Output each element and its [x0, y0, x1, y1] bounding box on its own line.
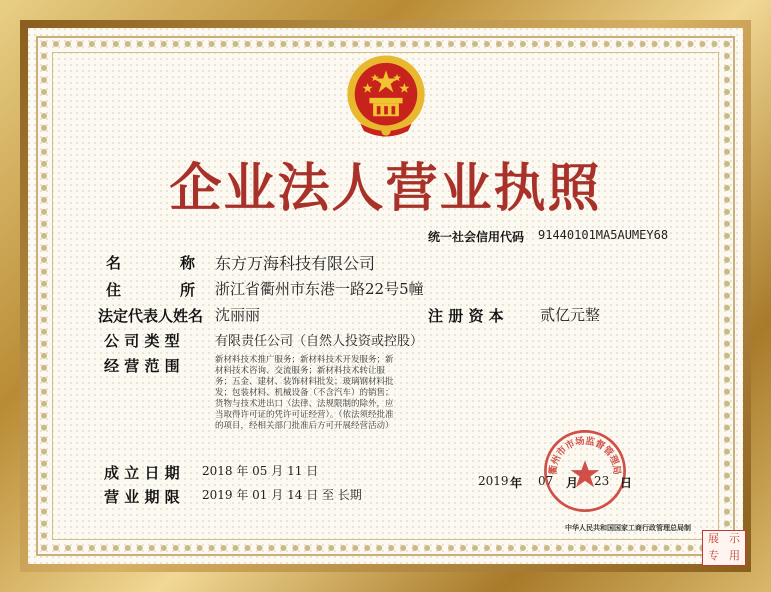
stamp-char-2: 示 — [729, 532, 740, 545]
capital-value: 贰亿元整 — [540, 306, 601, 324]
seal-text: 衢州市市场监督管理局 — [547, 435, 623, 476]
display-only-stamp — [702, 530, 746, 566]
address-label-a: 住 — [106, 281, 122, 299]
issue-month: 07 — [538, 474, 554, 488]
business-scope-label: 经 营 范 围 — [104, 357, 180, 375]
address-label-b: 所 — [180, 281, 196, 299]
name-label-a: 名 — [106, 254, 122, 272]
issue-day: 23 — [594, 474, 610, 488]
credit-code-label: 统一社会信用代码 — [428, 230, 525, 244]
established-value: 2018 年 05 月 11 日 — [202, 464, 319, 478]
company-type-label: 公 司 类 型 — [104, 332, 180, 350]
business-term-value: 2019 年 01 月 14 日 至 长期 — [202, 488, 362, 502]
established-label: 成 立 日 期 — [104, 464, 180, 482]
stamp-char-3: 专 — [708, 549, 719, 562]
legal-rep-label: 法定代表人姓名 — [98, 307, 204, 325]
credit-code-value: 91440101MA5AUMEY68 — [538, 228, 669, 242]
issuing-authority: 中华人民共和国国家工商行政管理总局制 — [565, 524, 691, 532]
stamp-char-4: 用 — [729, 549, 740, 562]
issue-year-unit: 年 — [510, 476, 523, 490]
issue-month-unit: 月 — [566, 476, 579, 490]
name-label-b: 称 — [180, 254, 196, 272]
official-seal-icon — [540, 426, 633, 516]
national-emblem-icon — [340, 50, 432, 142]
capital-label: 注 册 资 本 — [428, 307, 504, 325]
business-scope-value: 新材料技术推广服务；新材料技术开发服务；新材料技术咨询、交流服务；新材料技术转让服务；五金、建材、装饰材料批发；玻璃钢材料批发；包装材料、机械设备（不含汽车）的销售；货物与技术进出口（法律、法规限制的除外，应当取得许可证的凭许可证经营）。（依法须经批准的项目，经相关部门批准后方可开展经营活动） — [215, 355, 394, 431]
address-value: 浙江省衢州市东港一路22号5幢 — [215, 280, 424, 298]
issue-day-unit: 日 — [620, 476, 633, 490]
stamp-char-1: 展 — [708, 532, 719, 545]
certificate-title: 企业法人营业执照 — [169, 159, 602, 219]
business-term-label: 营 业 期 限 — [104, 488, 180, 506]
company-type-value: 有限责任公司（自然人投资或控股） — [215, 334, 424, 349]
issue-year: 2019 — [478, 474, 509, 488]
company-name-value: 东方万海科技有限公司 — [215, 254, 376, 273]
legal-rep-value: 沈丽丽 — [215, 306, 261, 324]
